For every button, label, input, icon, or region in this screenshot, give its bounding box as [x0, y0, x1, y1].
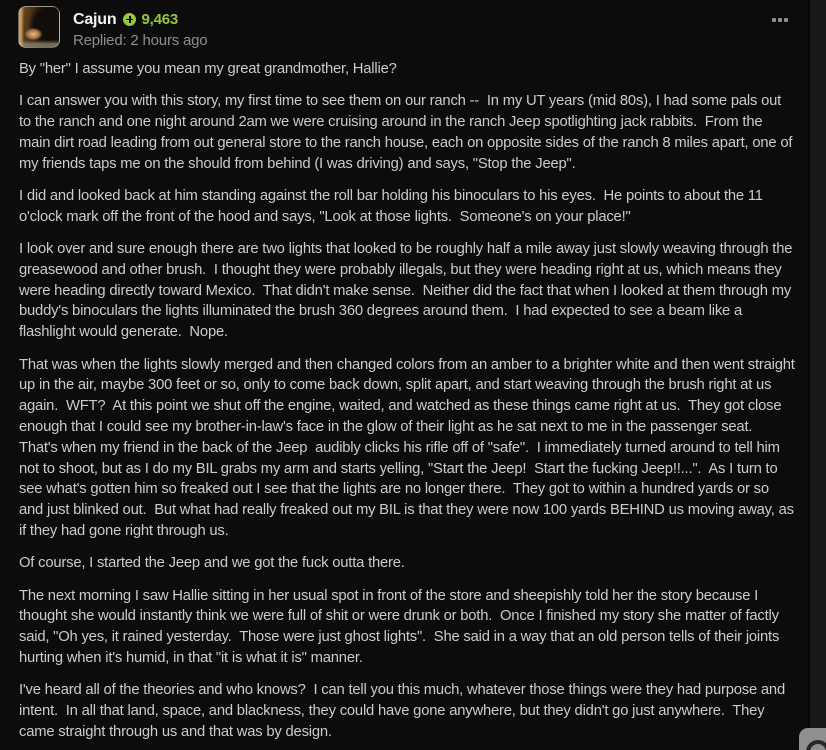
paragraph: I can answer you with this story, my first time to see them on our ranch -- In my UT years (mid 80s), I had some pals out to the ranch and one night around 2am we were cruising around in the ranch Jeep spotlighting jack rabbits. From the main dirt road leading from out general store to the ranch house, each on opposite sides of the ranch 8 miles apart, one of my friends taps me on the should from behind (I was driving) and says, "Stop the Jeep".: [19, 93, 797, 172]
paragraph: The next morning I saw Hallie sitting in her usual spot in front of the store and sheepishly told her the story because I thought she would instantly think we were full of shit or were drunk or both. Once I finished my story she matter of factly said, "Oh yes, it rained yesterday. Those were just ghost lights". She said in a way that an old person tells of their joints hurting when it's humid, in that "it is what it is" manner.: [19, 587, 784, 666]
circle-icon: [806, 740, 826, 750]
karma-count: 9,463: [141, 11, 178, 28]
comment-body: [19, 59, 799, 743]
replied-timestamp: Replied: 2 hours ago: [73, 32, 208, 49]
scroll-to-top-button[interactable]: [799, 728, 826, 750]
ellipsis-icon: [784, 18, 788, 22]
comment-header: [18, 6, 808, 52]
paragraph: By "her" I assume you mean my great grandmother, Hallie?: [19, 61, 397, 77]
plus-circle-icon: [123, 13, 136, 26]
username[interactable]: Cajun: [73, 11, 117, 28]
scrollbar-track[interactable]: [809, 0, 826, 750]
paragraph: I look over and sure enough there are two lights that looked to be roughly half a mile away just slowly weaving through the greasewood and other brush. I thought they were probably illegals, but they were heading right at us, which means they were heading directly toward Mexico. That didn't make sense. Neither did the fact that when I looked at them through my buddy's binoculars the lights illuminated the brush 360 degrees around them. I had expected to see a beam like a flashlight would generate. Nope.: [19, 241, 797, 341]
paragraph: Of course, I started the Jeep and we got the fuck outta there.: [19, 555, 405, 572]
paragraph: I did and looked back at him standing against the roll bar holding his binoculars to his eyes. He points to about the 11 o'clock mark off the front of the hood and says, "Look at those lights. Someone's on your place!": [19, 187, 767, 225]
ellipsis-icon: [772, 18, 776, 22]
author-row: [73, 10, 207, 29]
more-options-button[interactable]: [770, 13, 790, 27]
avatar[interactable]: [18, 6, 60, 48]
author-meta: [73, 6, 207, 50]
paragraph: I've heard all of the theories and who knows? I can tell you this much, whatever those things were they had purpose and intent. In all that land, space, and blackness, they could have gone anywhere, but they didn't go just anywhere. They came straight through us and that was by design.: [19, 682, 789, 740]
ellipsis-icon: [778, 18, 782, 22]
paragraph: That was when the lights slowly merged and then changed colors from an amber to a brighter white and then went straight up in the air, maybe 300 feet or so, only to come back down, split apart, and start weaving through the brush right at us again. WFT? At this point we shut off the engine, waited, and watched as these things came right at us. They got close enough that I could see my brother-in-law's face in the glow of their light as he sat next to me in the passenger seat. That's when my friend in the back of the Jeep audibly clicks his rifle off of "safe". I immediately turned around to tell him not to shoot, but as I do my BIL grabs my arm and starts yelling, "Start the Jeep! Start the fucking Jeep!!...". As I turn to see what's gotten him so freaked out I see that the lights are no longer there. They got to within a hundred yards or so and just blinked out. But what had really freaked out my BIL is that they were now 100 yards BEHIND us moving away, as if they had gone right through us.: [19, 356, 799, 539]
